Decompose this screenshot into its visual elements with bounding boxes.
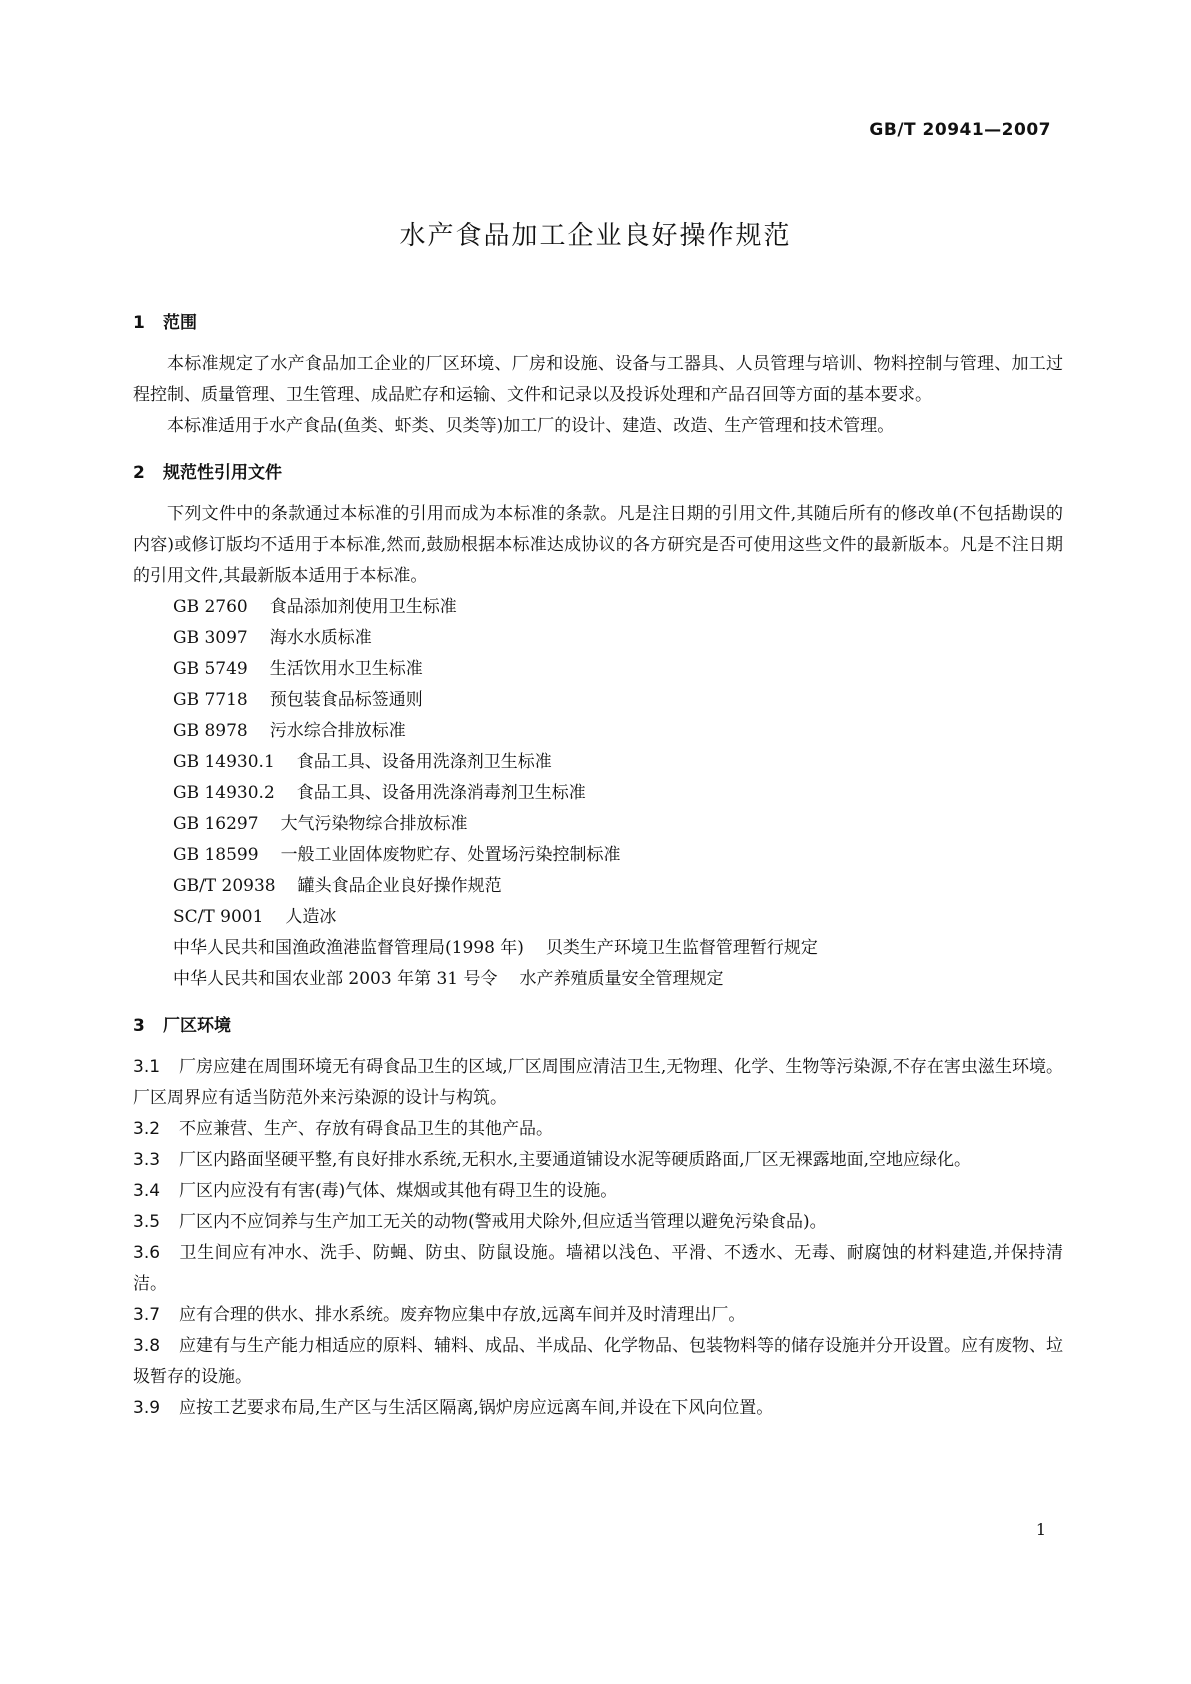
- section-title: 范围: [163, 313, 197, 333]
- reference-code: SC/T 9001: [173, 907, 264, 927]
- reference-code: GB 7718: [173, 690, 248, 710]
- clause-text: 应建有与生产能力相适应的原料、辅料、成品、半成品、化学物品、包装物料等的储存设施并分开设置。应有废物、垃圾暂存的设施。: [133, 1336, 1063, 1387]
- reference-title: 生活饮用水卫生标准: [269, 659, 423, 679]
- reference-item: [133, 933, 1063, 964]
- clause-text: 厂区内路面坚硬平整,有良好排水系统,无积水,主要通道铺设水泥等硬质路面,厂区无裸露地面,空地应绿化。: [179, 1150, 972, 1170]
- reference-code: GB 5749: [173, 659, 248, 679]
- reference-item: [133, 778, 1063, 809]
- clause-number: 3.1: [133, 1057, 161, 1077]
- reference-list: [133, 592, 1063, 995]
- references-intro: 下列文件中的条款通过本标准的引用而成为本标准的条款。凡是注日期的引用文件,其随后所有的修改单(不包括勘误的内容)或修订版均不适用于本标准,然而,鼓励根据本标准达成协议的各方研究是否可使用这些文件的最新版本。凡是不注日期的引用文件,其最新版本适用于本标准。: [133, 504, 1063, 586]
- section-heading-environment: [133, 1011, 1063, 1042]
- reference-item: [133, 592, 1063, 623]
- clause: [133, 1114, 1063, 1145]
- reference-item: [133, 654, 1063, 685]
- section-title: 规范性引用文件: [163, 463, 282, 483]
- reference-code: 中华人民共和国农业部 2003 年第 31 号令: [173, 969, 498, 989]
- clause-text: 厂区内应没有有害(毒)气体、煤烟或其他有碍卫生的设施。: [179, 1181, 618, 1201]
- clause-number: 3.8: [133, 1336, 161, 1356]
- reference-item: [133, 964, 1063, 995]
- reference-item: [133, 871, 1063, 902]
- reference-item: [133, 716, 1063, 747]
- clause-number: 3.4: [133, 1181, 161, 1201]
- reference-item: [133, 840, 1063, 871]
- clause: [133, 1393, 1063, 1424]
- reference-title: 一般工业固体废物贮存、处置场污染控制标准: [280, 845, 621, 865]
- reference-item: [133, 747, 1063, 778]
- clause-text: 卫生间应有冲水、洗手、防蝇、防虫、防鼠设施。墙裙以浅色、平滑、不透水、无毒、耐腐蚀的材料建造,并保持清洁。: [133, 1243, 1063, 1294]
- reference-code: GB 8978: [173, 721, 248, 741]
- clause: [133, 1176, 1063, 1207]
- reference-title: 罐头食品企业良好操作规范: [297, 876, 502, 896]
- reference-title: 食品工具、设备用洗涤剂卫生标准: [296, 752, 552, 772]
- scope-paragraph: 本标准适用于水产食品(鱼类、虾类、贝类等)加工厂的设计、建造、改造、生产管理和技术管理。: [167, 416, 895, 436]
- clause-text: 不应兼营、生产、存放有碍食品卫生的其他产品。: [179, 1119, 553, 1139]
- reference-code: GB 2760: [173, 597, 248, 617]
- section-heading-scope: [133, 308, 1063, 339]
- scope-paragraph: 本标准规定了水产食品加工企业的厂区环境、厂房和设施、设备与工器具、人员管理与培训、物料控制与管理、加工过程控制、质量管理、卫生管理、成品贮存和运输、文件和记录以及投诉处理和产品召回等方面的基本要求。: [133, 354, 1063, 405]
- clause-number: 3.7: [133, 1305, 161, 1325]
- clause-number: 3.3: [133, 1150, 161, 1170]
- clause: [133, 1331, 1063, 1393]
- reference-title: 食品添加剂使用卫生标准: [269, 597, 457, 617]
- reference-code: GB 16297: [173, 814, 259, 834]
- reference-code: GB 14930.2: [173, 783, 275, 803]
- reference-code: GB 14930.1: [173, 752, 275, 772]
- clause-text: 厂区内不应饲养与生产加工无关的动物(警戒用犬除外,但应适当管理以避免污染食品)。: [179, 1212, 827, 1232]
- page-number: 1: [1035, 1520, 1046, 1539]
- reference-title: 水产养殖质量安全管理规定: [519, 969, 724, 989]
- clause: [133, 1145, 1063, 1176]
- reference-title: 贝类生产环境卫生监督管理暂行规定: [545, 938, 818, 958]
- clause: [133, 1207, 1063, 1238]
- reference-item: [133, 902, 1063, 933]
- standard-code: GB/T 20941—2007: [869, 120, 1051, 140]
- clause-text: 应有合理的供水、排水系统。废弃物应集中存放,远离车间并及时清理出厂。: [179, 1305, 746, 1325]
- reference-title: 海水水质标准: [269, 628, 372, 648]
- clause-text: 应按工艺要求布局,生产区与生活区隔离,锅炉房应远离车间,并设在下风向位置。: [179, 1398, 774, 1418]
- clause: [133, 1300, 1063, 1331]
- reference-code: 中华人民共和国渔政渔港监督管理局(1998 年): [173, 938, 524, 958]
- reference-item: [133, 685, 1063, 716]
- clause-number: 3.5: [133, 1212, 161, 1232]
- section-title: 厂区环境: [163, 1016, 231, 1036]
- reference-code: GB 3097: [173, 628, 248, 648]
- reference-title: 大气污染物综合排放标准: [280, 814, 468, 834]
- reference-code: GB 18599: [173, 845, 259, 865]
- reference-title: 食品工具、设备用洗涤消毒剂卫生标准: [296, 783, 586, 803]
- section-number: 2: [133, 463, 145, 483]
- reference-code: GB/T 20938: [173, 876, 276, 896]
- document-title: 水产食品加工企业良好操作规范: [399, 221, 792, 251]
- section-heading-references: [133, 458, 1063, 489]
- document-body: [133, 302, 1063, 1424]
- section-number: 3: [133, 1016, 145, 1036]
- clause-number: 3.2: [133, 1119, 161, 1139]
- clause: [133, 1052, 1063, 1114]
- reference-item: [133, 623, 1063, 654]
- reference-title: 污水综合排放标准: [269, 721, 406, 741]
- section-number: 1: [133, 313, 145, 333]
- clause-number: 3.9: [133, 1398, 161, 1418]
- reference-title: 人造冰: [285, 907, 337, 927]
- clause-number: 3.6: [133, 1243, 161, 1263]
- reference-item: [133, 809, 1063, 840]
- clause: [133, 1238, 1063, 1300]
- reference-title: 预包装食品标签通则: [269, 690, 423, 710]
- clause-text: 厂房应建在周围环境无有碍食品卫生的区域,厂区周围应清洁卫生,无物理、化学、生物等污染源,不存在害虫滋生环境。厂区周界应有适当防范外来污染源的设计与构筑。: [133, 1057, 1063, 1108]
